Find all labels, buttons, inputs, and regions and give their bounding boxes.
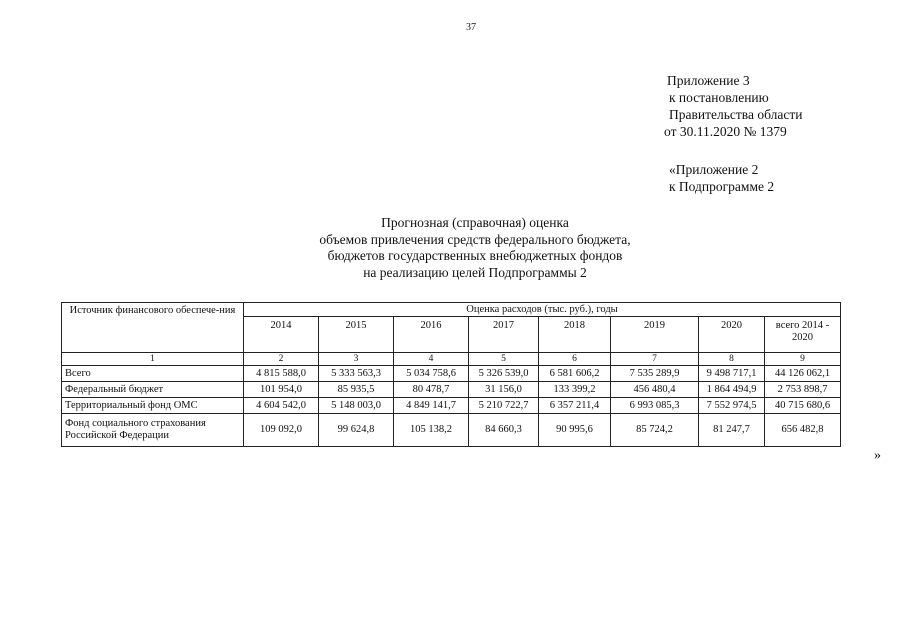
title-line: бюджетов государственных внебюджетных фондов <box>327 248 623 263</box>
source-cell: Федеральный бюджет <box>62 382 244 398</box>
index-cell: 7 <box>611 353 699 366</box>
table-row <box>62 398 841 414</box>
index-cell: 2 <box>244 353 319 366</box>
value-cell: 101 954,0 <box>244 382 319 398</box>
value-cell: 105 138,2 <box>394 414 469 447</box>
index-cell: 3 <box>319 353 394 366</box>
value-cell: 456 480,4 <box>611 382 699 398</box>
year-cell: 2017 <box>469 317 539 353</box>
page-number: 37 <box>466 22 476 33</box>
cost-header: Оценка расходов (тыс. руб.), годы <box>244 303 841 317</box>
value-cell: 109 092,0 <box>244 414 319 447</box>
value-cell: 85 724,2 <box>611 414 699 447</box>
value-cell: 5 210 722,7 <box>469 398 539 414</box>
value-cell: 5 326 539,0 <box>469 366 539 382</box>
index-row <box>62 353 841 366</box>
index-cell: 4 <box>394 353 469 366</box>
value-cell: 84 660,3 <box>469 414 539 447</box>
value-cell: 40 715 680,6 <box>765 398 841 414</box>
source-cell: Всего <box>62 366 244 382</box>
value-cell: 5 148 003,0 <box>319 398 394 414</box>
value-cell: 1 864 494,9 <box>699 382 765 398</box>
value-cell: 5 034 758,6 <box>394 366 469 382</box>
appendix-line: Приложение 3 <box>667 73 750 88</box>
appendix2-header <box>669 161 774 195</box>
title-line: Прогнозная (справочная) оценка <box>381 215 569 230</box>
title-line: объемов привлечения средств федерального бюджета, <box>319 231 631 247</box>
table-row <box>62 382 841 398</box>
year-cell: 2018 <box>539 317 611 353</box>
value-cell: 90 995,6 <box>539 414 611 447</box>
appendix2-line: к Подпрограмме 2 <box>669 179 775 194</box>
funding-table <box>61 302 841 447</box>
value-cell: 7 552 974,5 <box>699 398 765 414</box>
value-cell: 4 815 588,0 <box>244 366 319 382</box>
index-cell: 8 <box>699 353 765 366</box>
year-cell: 2015 <box>319 317 394 353</box>
appendix2-line: «Приложение 2 <box>669 162 759 177</box>
value-cell: 99 624,8 <box>319 414 394 447</box>
year-cell: 2019 <box>611 317 699 353</box>
value-cell: 80 478,7 <box>394 382 469 398</box>
value-cell: 81 247,7 <box>699 414 765 447</box>
value-cell: 6 581 606,2 <box>539 366 611 382</box>
value-cell: 133 399,2 <box>539 382 611 398</box>
source-cell: Фонд социального страхования Российской Федерации <box>62 414 244 447</box>
value-cell: 4 849 141,7 <box>394 398 469 414</box>
value-cell: 6 357 211,4 <box>539 398 611 414</box>
index-cell: 5 <box>469 353 539 366</box>
index-cell: 6 <box>539 353 611 366</box>
value-cell: 4 604 542,0 <box>244 398 319 414</box>
title-line: на реализацию целей Подпрограммы 2 <box>363 264 587 280</box>
value-cell: 656 482,8 <box>765 414 841 447</box>
table-header-row <box>62 303 841 317</box>
table-row <box>62 414 841 447</box>
year-cell: 2020 <box>699 317 765 353</box>
closing-quote: » <box>874 448 881 463</box>
value-cell: 2 753 898,7 <box>765 382 841 398</box>
appendix-line: к постановлению <box>669 90 769 105</box>
value-cell: 44 126 062,1 <box>765 366 841 382</box>
appendix-header <box>664 72 802 140</box>
year-cell: всего 2014 - 2020 <box>765 317 841 353</box>
appendix-line: от 30.11.2020 № 1379 <box>664 124 787 139</box>
year-cell: 2016 <box>394 317 469 353</box>
value-cell: 85 935,5 <box>319 382 394 398</box>
value-cell: 7 535 289,9 <box>611 366 699 382</box>
value-cell: 5 333 563,3 <box>319 366 394 382</box>
year-cell: 2014 <box>244 317 319 353</box>
value-cell: 9 498 717,1 <box>699 366 765 382</box>
index-cell: 1 <box>62 353 244 366</box>
value-cell: 6 993 085,3 <box>611 398 699 414</box>
value-cell: 31 156,0 <box>469 382 539 398</box>
index-cell: 9 <box>765 353 841 366</box>
document-title <box>274 215 676 281</box>
table-row <box>62 366 841 382</box>
source-cell: Территориальный фонд ОМС <box>62 398 244 414</box>
appendix-line: Правительства области <box>669 107 803 122</box>
source-header: Источник финансового обеспече-ния <box>62 303 244 353</box>
